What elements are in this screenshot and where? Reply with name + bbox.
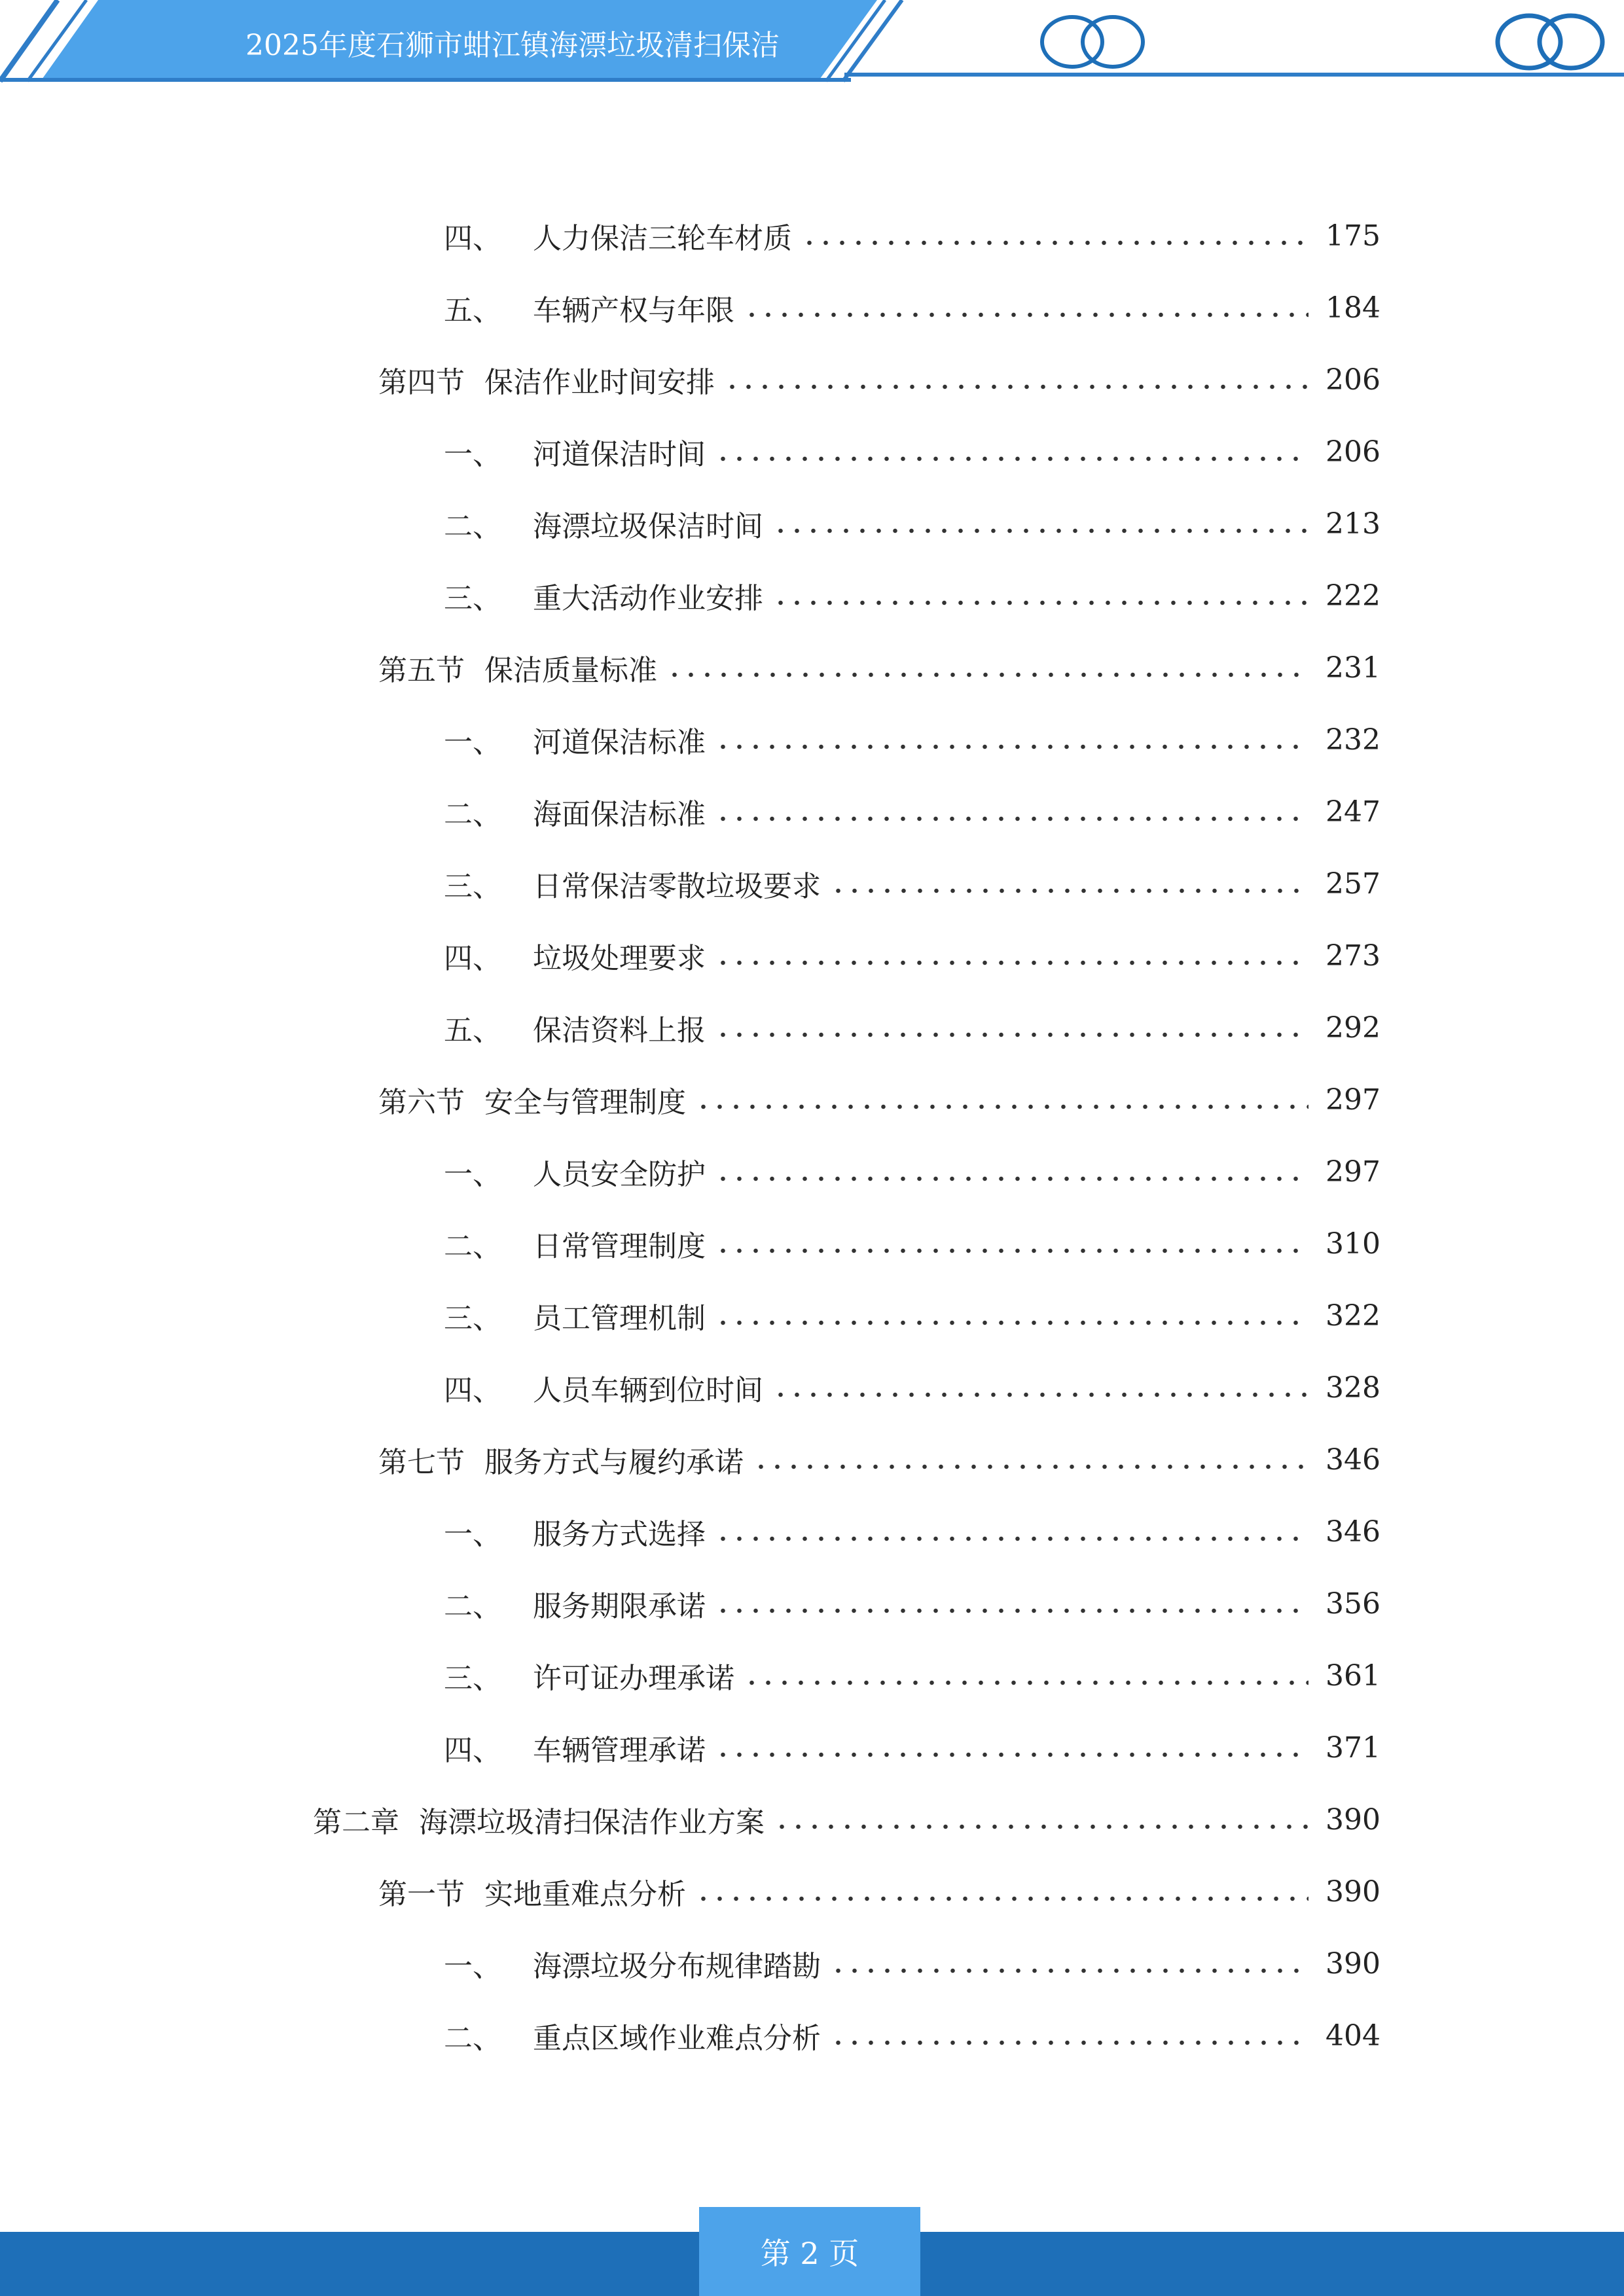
toc-entry-page: 361	[1326, 1659, 1380, 1693]
toc-entry-title: 日常保洁零散垃圾要求	[533, 870, 821, 903]
toc-entry-page: 390	[1326, 1874, 1380, 1909]
toc-entry-page: 371	[1326, 1731, 1380, 1765]
toc-entry-number: 二、	[444, 510, 501, 543]
toc-dot-leader	[830, 1968, 1308, 1973]
toc-entry-number: 第五节	[378, 654, 465, 687]
toc-entry-title: 人员车辆到位时间	[533, 1374, 763, 1407]
toc-entry-title: 车辆管理承诺	[533, 1734, 706, 1767]
toc-dot-leader	[715, 960, 1308, 965]
toc-entry-title: 垃圾处理要求	[533, 942, 706, 975]
toc-entry-title: 河道保洁时间	[533, 438, 706, 471]
toc-dot-leader	[744, 1680, 1308, 1685]
toc-entry[interactable]	[0, 848, 1624, 920]
toc-entry[interactable]	[0, 1568, 1624, 1640]
toc-entry[interactable]	[0, 344, 1624, 416]
toc-entry[interactable]	[0, 1856, 1624, 1928]
toc-entry[interactable]	[0, 272, 1624, 344]
toc-entry[interactable]	[0, 1928, 1624, 2000]
toc-entry-title: 服务方式与履约承诺	[484, 1446, 744, 1479]
toc-entry-number: 四、	[444, 222, 501, 255]
toc-dot-leader	[772, 600, 1308, 605]
toc-entry-title: 海面保洁标准	[533, 798, 706, 831]
toc-entry-number: 三、	[444, 1662, 501, 1695]
toc-dot-leader	[715, 744, 1308, 749]
double-ring-logo-icon	[1498, 16, 1602, 68]
toc-entry[interactable]	[0, 1640, 1624, 1712]
toc-entry-title: 海漂垃圾保洁时间	[533, 510, 763, 543]
toc-entry-page: 346	[1326, 1443, 1380, 1477]
toc-entry-number: 三、	[444, 870, 501, 903]
toc-entry-number: 一、	[444, 1158, 501, 1191]
toc-entry[interactable]	[0, 776, 1624, 848]
toc-entry-page: 356	[1326, 1587, 1380, 1621]
toc-dot-leader	[715, 1176, 1308, 1181]
toc-dot-leader	[774, 1824, 1308, 1829]
document-title: 2025年度石狮市蚶江镇海漂垃圾清扫保洁	[245, 29, 780, 62]
toc-entry-page: 175	[1326, 219, 1380, 253]
toc-entry-number: 一、	[444, 1950, 501, 1983]
toc-dot-leader	[715, 1752, 1308, 1757]
toc-entry-number: 二、	[444, 1230, 501, 1263]
double-ring-icon	[1042, 17, 1143, 67]
toc-entry-number: 第一节	[378, 1878, 465, 1911]
toc-entry-title: 车辆产权与年限	[533, 294, 734, 327]
toc-entry-page: 273	[1326, 939, 1380, 973]
toc-entry-page: 390	[1326, 1946, 1380, 1981]
toc-entry-number: 四、	[444, 942, 501, 975]
toc-entry-number: 第二章	[313, 1806, 399, 1839]
page-number: 第 2 页	[699, 2207, 920, 2296]
toc-entry-number: 四、	[444, 1734, 501, 1767]
toc-entry[interactable]	[0, 1352, 1624, 1424]
toc-entry-number: 一、	[444, 1518, 501, 1551]
toc-entry[interactable]	[0, 560, 1624, 632]
toc-entry[interactable]	[0, 920, 1624, 992]
toc-entry-title: 服务方式选择	[533, 1518, 706, 1551]
toc-entry-number: 一、	[444, 726, 501, 759]
toc-dot-leader	[830, 2040, 1308, 2045]
toc-dot-leader	[715, 456, 1308, 461]
toc-entry-number: 三、	[444, 582, 501, 615]
toc-entry-page: 310	[1326, 1227, 1380, 1261]
toc-entry-number: 第六节	[378, 1086, 465, 1119]
toc-entry-title: 实地重难点分析	[484, 1878, 686, 1911]
toc-dot-leader	[715, 1608, 1308, 1613]
toc-entry-title: 重大活动作业安排	[533, 582, 763, 615]
toc-dot-leader	[666, 672, 1308, 677]
toc-dot-leader	[772, 1392, 1308, 1397]
toc-entry-page: 297	[1326, 1083, 1380, 1117]
toc-entry-number: 五、	[444, 294, 501, 327]
toc-entry-page: 297	[1326, 1155, 1380, 1189]
toc-entry[interactable]	[0, 704, 1624, 776]
toc-dot-leader	[801, 240, 1308, 245]
toc-entry[interactable]	[0, 1784, 1624, 1856]
toc-dot-leader	[715, 1248, 1308, 1253]
toc-entry[interactable]	[0, 1208, 1624, 1280]
toc-entry-page: 206	[1326, 435, 1380, 469]
toc-entry-title: 保洁质量标准	[484, 654, 657, 687]
toc-entry[interactable]	[0, 416, 1624, 488]
toc-entry-title: 海漂垃圾清扫保洁作业方案	[419, 1806, 765, 1839]
toc-dot-leader	[753, 1464, 1308, 1469]
toc-entry-title: 河道保洁标准	[533, 726, 706, 759]
toc-entry-title: 人力保洁三轮车材质	[533, 222, 792, 255]
toc-entry-number: 第七节	[378, 1446, 465, 1479]
toc-entry-page: 222	[1326, 579, 1380, 613]
toc-entry-page: 328	[1326, 1371, 1380, 1405]
toc-entry-page: 231	[1326, 651, 1380, 685]
toc-entry-number: 一、	[444, 438, 501, 471]
toc-entry-title: 海漂垃圾分布规律踏勘	[533, 1950, 821, 1983]
toc-entry-title: 保洁作业时间安排	[484, 366, 715, 399]
toc-dot-leader	[715, 816, 1308, 821]
toc-entry-page: 213	[1326, 507, 1380, 541]
toc-entry[interactable]	[0, 1424, 1624, 1496]
toc-entry-page: 232	[1326, 723, 1380, 757]
toc-dot-leader	[695, 1104, 1308, 1109]
toc-entry[interactable]	[0, 1136, 1624, 1208]
toc-entry-title: 安全与管理制度	[484, 1086, 686, 1119]
toc-entry-number: 二、	[444, 2022, 501, 2055]
toc-entry-title: 员工管理机制	[533, 1302, 706, 1335]
toc-entry-title: 服务期限承诺	[533, 1590, 706, 1623]
toc-entry[interactable]	[0, 488, 1624, 560]
toc-entry-page: 404	[1326, 2018, 1380, 2053]
toc-dot-leader	[695, 1896, 1308, 1901]
toc-entry-title: 日常管理制度	[533, 1230, 706, 1263]
toc-entry[interactable]	[0, 2000, 1624, 2072]
toc-entry-number: 三、	[444, 1302, 501, 1335]
toc-dot-leader	[830, 888, 1308, 893]
toc-entry-page: 206	[1326, 363, 1380, 397]
toc-entry-number: 四、	[444, 1374, 501, 1407]
toc-entry-page: 322	[1326, 1299, 1380, 1333]
toc-entry-number: 二、	[444, 1590, 501, 1623]
toc-dot-leader	[724, 384, 1308, 389]
table-of-contents	[0, 200, 1624, 2072]
toc-entry-page: 257	[1326, 867, 1380, 901]
toc-entry-number: 五、	[444, 1014, 501, 1047]
toc-entry[interactable]	[0, 1712, 1624, 1784]
toc-entry[interactable]	[0, 1064, 1624, 1136]
toc-dot-leader	[715, 1320, 1308, 1325]
toc-entry[interactable]	[0, 632, 1624, 704]
toc-entry-page: 346	[1326, 1515, 1380, 1549]
toc-entry-title: 许可证办理承诺	[533, 1662, 734, 1695]
toc-entry-number: 第四节	[378, 366, 465, 399]
toc-entry-page: 247	[1326, 795, 1380, 829]
toc-entry-page: 184	[1326, 291, 1380, 325]
toc-entry[interactable]	[0, 1280, 1624, 1352]
toc-entry[interactable]	[0, 200, 1624, 272]
toc-dot-leader	[715, 1536, 1308, 1541]
toc-entry-page: 292	[1326, 1011, 1380, 1045]
toc-entry-number: 二、	[444, 798, 501, 831]
toc-entry-page: 390	[1326, 1803, 1380, 1837]
toc-entry-title: 保洁资料上报	[533, 1014, 706, 1047]
toc-entry[interactable]	[0, 1496, 1624, 1568]
toc-entry-title: 重点区域作业难点分析	[533, 2022, 821, 2055]
toc-entry[interactable]	[0, 992, 1624, 1064]
toc-dot-leader	[744, 312, 1308, 317]
toc-dot-leader	[772, 528, 1308, 533]
toc-entry-title: 人员安全防护	[533, 1158, 706, 1191]
toc-dot-leader	[715, 1032, 1308, 1037]
